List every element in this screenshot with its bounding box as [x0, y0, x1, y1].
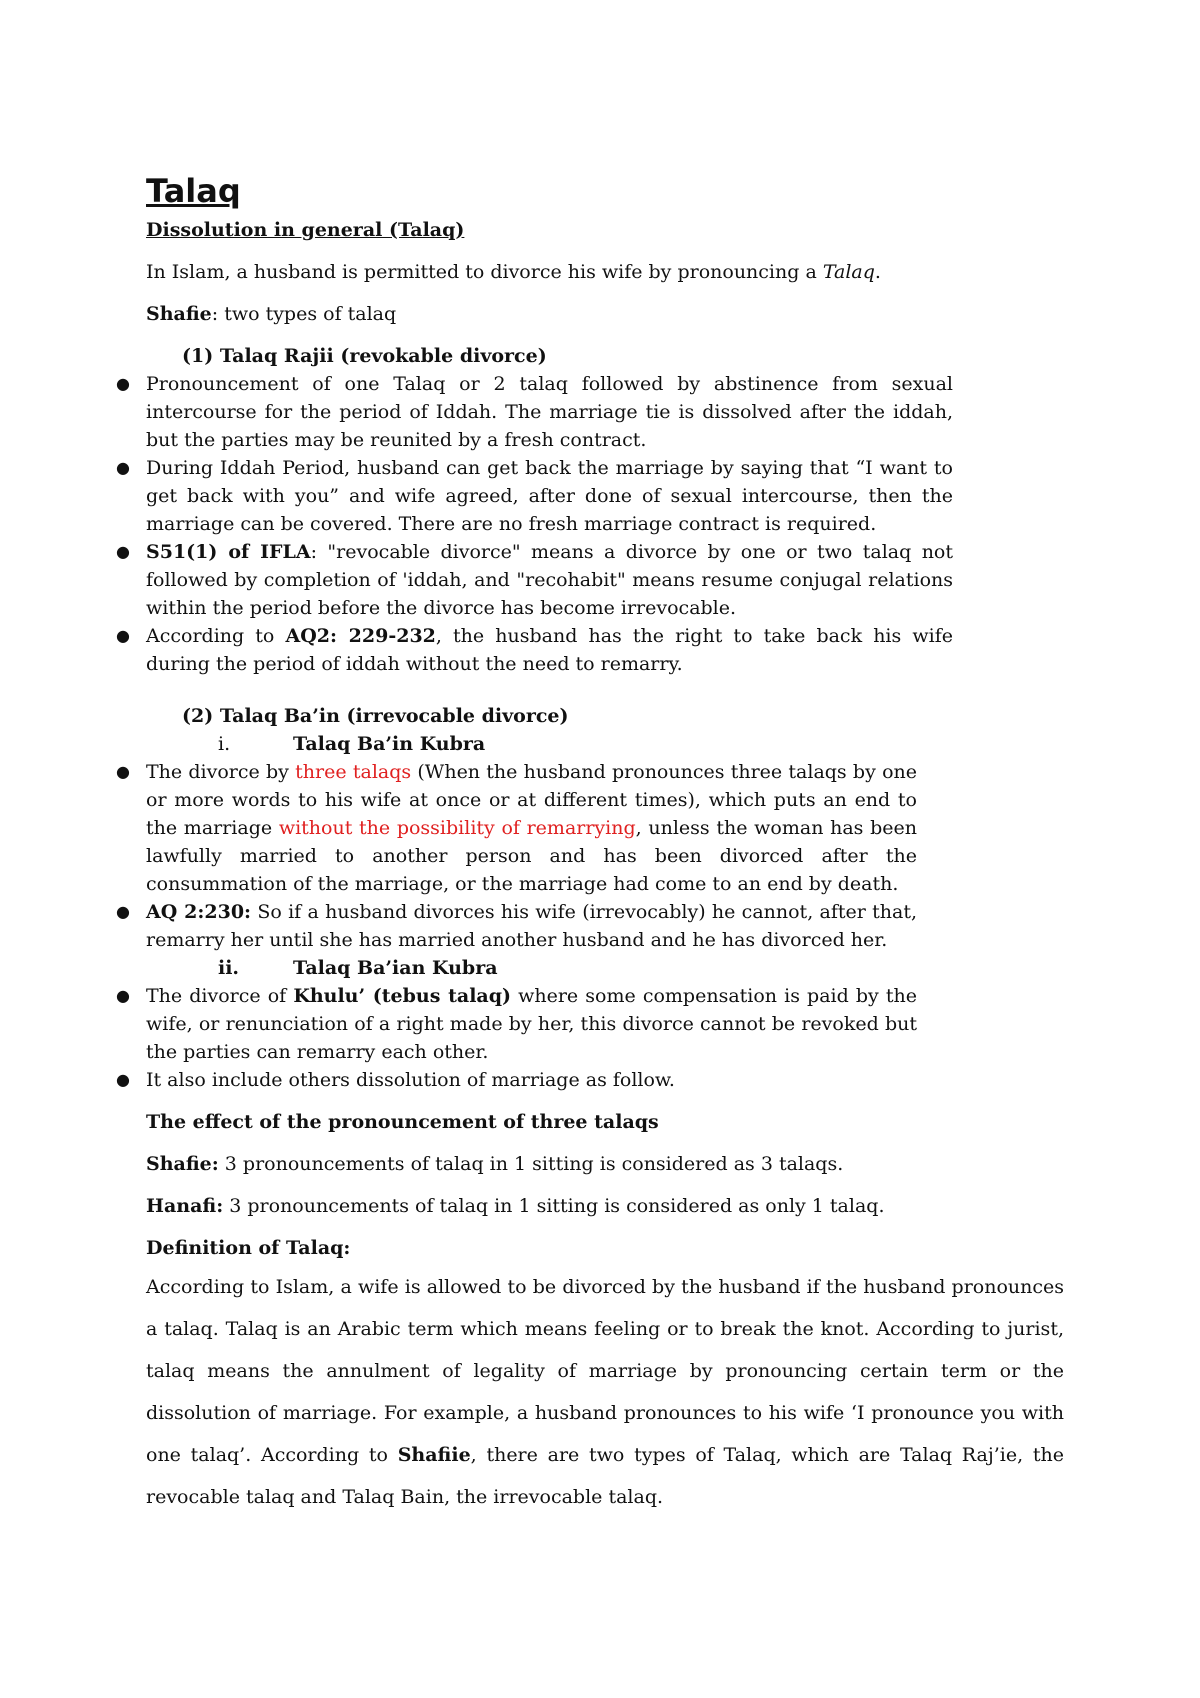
- bain-bullet-2: So if a husband divorces his wife (irrevocably) he cannot, after that, remarry her until she has married another husband and he has divorced her.: [146, 901, 917, 951]
- intro-text: In Islam, a husband is permitted to divorce his wife by pronouncing a: [146, 261, 823, 283]
- bullet-icon: ●: [116, 986, 130, 1005]
- heading-effect: The effect of the pronouncement of three talaqs: [146, 1111, 659, 1133]
- subheading-baian-kubra: Talaq Ba’ian Kubra: [293, 957, 498, 979]
- ifla-reference: S51(1) of IFLA: [146, 541, 311, 563]
- list-item: [116, 454, 953, 538]
- definition-paragraph: [146, 1266, 1064, 1518]
- list-item: [116, 538, 953, 622]
- list-item: [116, 622, 953, 678]
- effect-hanafi-text: 3 pronouncements of talaq in 1 sitting is considered as only 1 talaq.: [223, 1195, 885, 1217]
- bullet-icon: ●: [116, 626, 130, 645]
- roman-numeral: i.: [218, 733, 231, 755]
- baian-bullet-2: It also include others dissolution of marriage as follow.: [146, 1069, 675, 1091]
- rajii-bullet-1: Pronouncement of one Talaq or 2 talaq followed by abstinence from sexual intercourse for the period of Iddah. The marriage tie is dissolved after the iddah, but the parties may be reunited by a fresh contract.: [146, 373, 953, 451]
- definition-text-a: According to Islam, a wife is allowed to be divorced by the husband if the husband pronounces a talaq. Talaq is an Arabic term which means feeling or to break the knot. According to jurist, talaq means the annulment of legality of marriage by pronouncing certain term or the dissolution of marriage. For example, a husband pronounces to his wife ‘I pronounce you with one talaq’. According to: [146, 1276, 1064, 1466]
- rajii-bullet-2: During Iddah Period, husband can get back the marriage by saying that “I want to get back with you” and wife agreed, after done of sexual intercourse, then the marriage can be covered. There are no fresh marriage contract is required.: [146, 457, 953, 535]
- list-item: [116, 758, 918, 898]
- bullet-icon: ●: [116, 1070, 130, 1089]
- bullet-icon: ●: [116, 762, 130, 781]
- khulu-text-b: where some compensation is paid by the wife, or renunciation of a right made by her, this divorce cannot be revoked but the parties can remarry each other.: [146, 985, 918, 1063]
- heading-dissolution: Dissolution in general (Talaq): [146, 219, 465, 241]
- rajii-bullet-4-post: , the husband has the right to take back his wife during the period of iddah without the need to remarry.: [146, 625, 953, 675]
- highlight-three-talaqs: three talaqs: [295, 761, 412, 783]
- list-item: [116, 898, 917, 954]
- document-page: [116, 170, 1064, 1518]
- intro-italic-term: Talaq: [822, 261, 875, 283]
- roman-item-ii: [218, 954, 1064, 982]
- subheading-bain-kubra: Talaq Ba’in Kubra: [293, 733, 486, 755]
- bullet-icon: ●: [116, 374, 130, 393]
- shafie-types-text: : two types of talaq: [211, 303, 397, 325]
- shafiie-term: Shafiie: [397, 1444, 471, 1466]
- highlight-no-remarry: without the possibility of remarrying: [278, 817, 636, 839]
- bullet-icon: ●: [116, 458, 130, 477]
- heading-talaq-bain: (2) Talaq Ba’in (irrevocable divorce): [182, 705, 569, 727]
- khulu-text-a: The divorce of: [146, 985, 294, 1007]
- document-title: Talaq: [146, 172, 241, 210]
- intro-end: .: [874, 261, 881, 283]
- effect-shafie-text: 3 pronouncements of talaq in 1 sitting is considered as 3 talaqs.: [218, 1153, 844, 1175]
- hanafi-label: Hanafi:: [146, 1195, 224, 1217]
- rajii-bullet-3: : "revocable divorce" means a divorce by one or two talaq not followed by completion of 'iddah, and "recohabit" means resume conjugal relations within the period before the divorce has become irrevocable.: [146, 541, 953, 619]
- bain-text-c: , unless the woman has been lawfully married to another person and has been divorced after the consummation of the marriage, or the marriage had come to an end by death.: [146, 817, 918, 895]
- definition-text-b: , there are two types of Talaq, which are Talaq Raj’ie, the revocable talaq and Talaq Bain, the irrevocable talaq.: [146, 1444, 1064, 1508]
- bullet-icon: ●: [116, 542, 130, 561]
- bain-text-b: (When the husband pronounces three talaqs by one or more words to his wife at once or at different times), which puts an end to the marriage: [146, 761, 917, 839]
- roman-numeral: ii.: [218, 957, 240, 979]
- baian-kubra-bullet-list: [116, 982, 918, 1094]
- intro-paragraph: [146, 258, 1064, 286]
- quran-reference: AQ 2:230:: [146, 901, 252, 923]
- shafie-label: Shafie:: [146, 1153, 219, 1175]
- effect-shafie: [146, 1150, 1064, 1178]
- list-item: [116, 982, 918, 1066]
- rajii-bullet-4-pre: According to: [146, 625, 286, 647]
- bullet-icon: ●: [116, 902, 130, 921]
- shafie-label: Shafie: [146, 303, 212, 325]
- effect-hanafi: [146, 1192, 1064, 1220]
- bain-kubra-bullet-list: [116, 758, 918, 954]
- shafie-types-paragraph: [146, 300, 1064, 328]
- heading-talaq-rajii: (1) Talaq Rajii (revokable divorce): [182, 345, 547, 367]
- roman-item-i: [218, 730, 1064, 758]
- definition-section: [146, 1266, 1064, 1518]
- list-item: [116, 370, 953, 454]
- list-item: [116, 1066, 917, 1094]
- heading-definition: Definition of Talaq:: [146, 1237, 351, 1259]
- bain-text-a: The divorce by: [146, 761, 296, 783]
- rajii-bullet-list: [116, 370, 953, 678]
- khulu-term: Khulu’ (tebus talaq): [293, 985, 511, 1007]
- quran-reference: AQ2: 229-232: [285, 625, 436, 647]
